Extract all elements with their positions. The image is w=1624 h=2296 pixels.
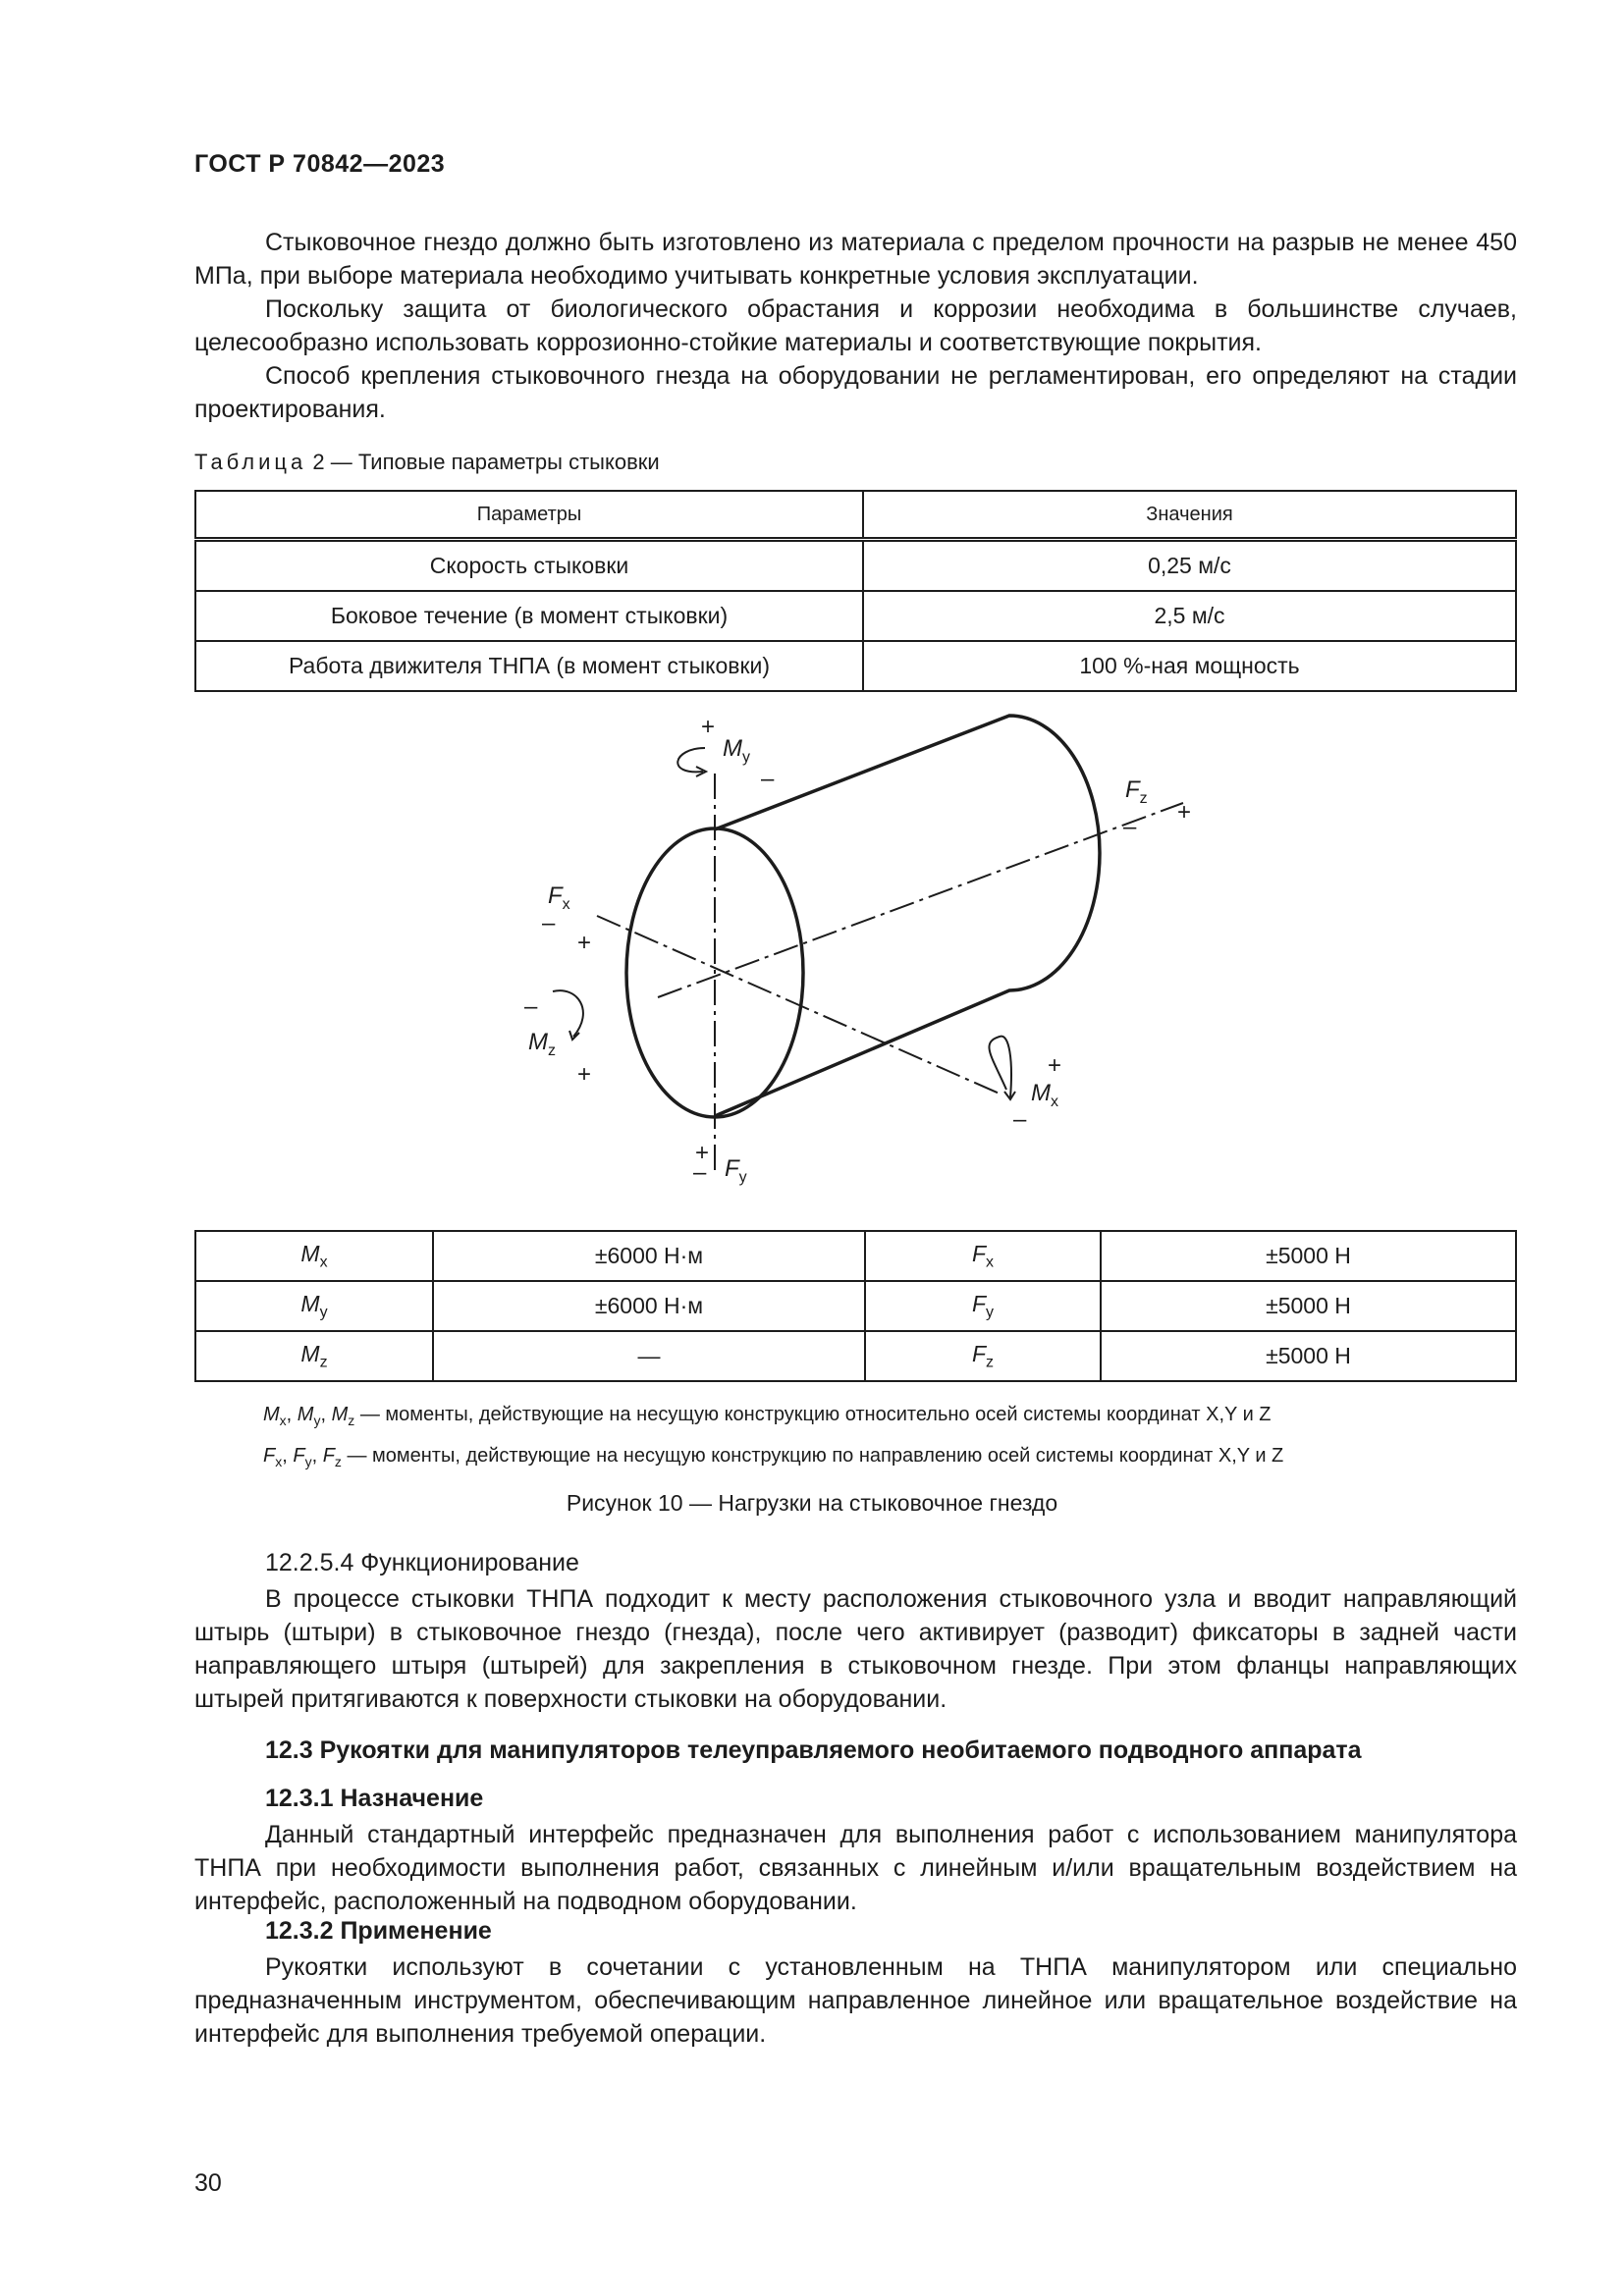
value-cell: 0,25 м/с	[863, 540, 1516, 592]
mz-rotation-arrow	[553, 990, 583, 1037]
section-1232-paragraph: Рукоятки используют в сочетании с установленным на ТНПА манипулятором или специально предназначенным инструментом, обеспечивающим направленное линейное или вращательное воздействие на интерфейс для выполнения требуемой операции.	[194, 1953, 1517, 2048]
table-row	[195, 641, 1516, 691]
mz-minus-sign: –	[524, 993, 538, 1020]
mx-plus-sign: +	[1048, 1052, 1062, 1079]
section-1231-paragraph: Данный стандартный интерфейс предназначен для выполнения работ с использованием манипулятора ТНПА при необходимости выполнения работ, связанных с линейным и/или вращательным воздействием на интерфейс, расположенный на подводном оборудовании.	[194, 1821, 1517, 1915]
mx-label: $M_x$	[1031, 1080, 1058, 1110]
figure-caption: Рисунок 10 — Нагрузки на стыковочное гнездо	[566, 1490, 1058, 1516]
moments-note: $M_x$, $M_y$, $M_z$ — моменты, действующие на несущую конструкцию относительно осей системы координат X,Y и Z	[263, 1404, 1272, 1428]
intro-text	[194, 226, 1517, 426]
document-header: ГОСТ Р 70842—2023	[194, 150, 446, 178]
moment-value-cell: —	[433, 1331, 865, 1381]
section-12254-text	[194, 1582, 1517, 1716]
forces-note: $F_x$, $F_y$, $F_z$ — моменты, действующие на несущую конструкцию по направлению осей системы координат X,Y и Z	[263, 1445, 1284, 1469]
docking-socket-load-diagram	[511, 707, 1198, 1202]
table-row	[195, 591, 1516, 641]
force-symbol-cell: $F_z$	[865, 1331, 1101, 1381]
table-row	[195, 1331, 1516, 1381]
docking-parameters-table	[194, 490, 1517, 692]
parameter-cell: Работа движителя ТНПА (в момент стыковки)	[195, 641, 863, 691]
mx-rotation-arrow	[989, 1037, 1011, 1097]
table-row	[195, 540, 1516, 592]
mx-minus-sign: –	[1013, 1106, 1027, 1133]
my-plus-sign: +	[701, 714, 716, 740]
force-value-cell: ±5000 Н	[1101, 1281, 1516, 1331]
my-minus-sign: –	[761, 766, 775, 792]
column-header-parameters: Параметры	[195, 491, 863, 540]
force-symbol-cell: $F_x$	[865, 1231, 1101, 1281]
table-header-row	[195, 491, 1516, 540]
section-1232-title: 12.3.2 Применение	[265, 1917, 492, 1945]
table-row	[195, 1231, 1516, 1281]
fy-minus-sign: –	[693, 1159, 707, 1186]
mz-plus-sign: +	[577, 1061, 592, 1088]
moment-symbol-cell: $M_z$	[195, 1331, 433, 1381]
page-number: 30	[194, 2169, 222, 2197]
fx-label: $F_x$	[548, 882, 570, 913]
moment-symbol-cell: $M_x$	[195, 1231, 433, 1281]
column-header-values: Значения	[863, 491, 1516, 540]
my-label: $M_y$	[723, 735, 750, 766]
moment-symbol-cell: $M_y$	[195, 1281, 433, 1331]
table-caption-title: 2 — Типовые параметры стыковки	[306, 450, 660, 474]
intro-paragraph-2: Поскольку защита от биологического обрастания и коррозии необходима в большинстве случаев, целесообразно использовать коррозионно-стойкие материалы и соответствующие покрытия.	[194, 295, 1517, 356]
section-12254-paragraph: В процессе стыковки ТНПА подходит к месту расположения стыковочного узла и вводит направляющий штырь (штыри) в стыковочное гнездо (гнезда), после чего активирует (разводит) фиксаторы в задней части направляющего штыря (штырей) для закрепления в стыковочном гнезде. При этом фланцы направляющих штырей притягиваются к поверхности стыковки на оборудовании.	[194, 1585, 1517, 1713]
table-row	[195, 1281, 1516, 1331]
force-value-cell: ±5000 Н	[1101, 1231, 1516, 1281]
section-1231-title: 12.3.1 Назначение	[265, 1785, 484, 1812]
fz-label: $F_z$	[1125, 776, 1148, 807]
intro-paragraph-3: Способ крепления стыковочного гнезда на оборудовании не регламентирован, его определяют на стадии проектирования.	[194, 362, 1517, 423]
force-symbol-cell: $F_y$	[865, 1281, 1101, 1331]
fx-plus-sign: +	[577, 930, 592, 956]
value-cell: 100 %-ная мощность	[863, 641, 1516, 691]
loads-table	[194, 1230, 1517, 1382]
x-axis	[597, 916, 1001, 1095]
value-cell: 2,5 м/с	[863, 591, 1516, 641]
fz-plus-sign: +	[1177, 799, 1192, 826]
intro-paragraph-1: Стыковочное гнездо должно быть изготовлено из материала с пределом прочности на разрыв не менее 450 МПа, при выборе материала необходимо учитывать конкретные условия эксплуатации.	[194, 229, 1517, 290]
section-1231-text	[194, 1818, 1517, 1918]
section-1232-text	[194, 1950, 1517, 2051]
fy-label: $F_y$	[725, 1155, 747, 1186]
parameter-cell: Боковое течение (в момент стыковки)	[195, 591, 863, 641]
table-caption-prefix: Таблица	[194, 450, 307, 474]
section-123-title: 12.3 Рукоятки для манипуляторов телеуправляемого необитаемого подводного аппарата	[265, 1736, 1362, 1764]
moment-value-cell: ±6000 Н·м	[433, 1231, 865, 1281]
fz-minus-sign: –	[1123, 814, 1137, 840]
fx-minus-sign: –	[542, 910, 556, 936]
force-value-cell: ±5000 Н	[1101, 1331, 1516, 1381]
parameter-cell: Скорость стыковки	[195, 540, 863, 592]
section-12254-title: 12.2.5.4 Функционирование	[265, 1549, 579, 1576]
table-caption	[194, 450, 660, 475]
moment-value-cell: ±6000 Н·м	[433, 1281, 865, 1331]
mz-label: $M_z$	[528, 1029, 556, 1059]
fy-plus-sign: +	[695, 1140, 710, 1166]
